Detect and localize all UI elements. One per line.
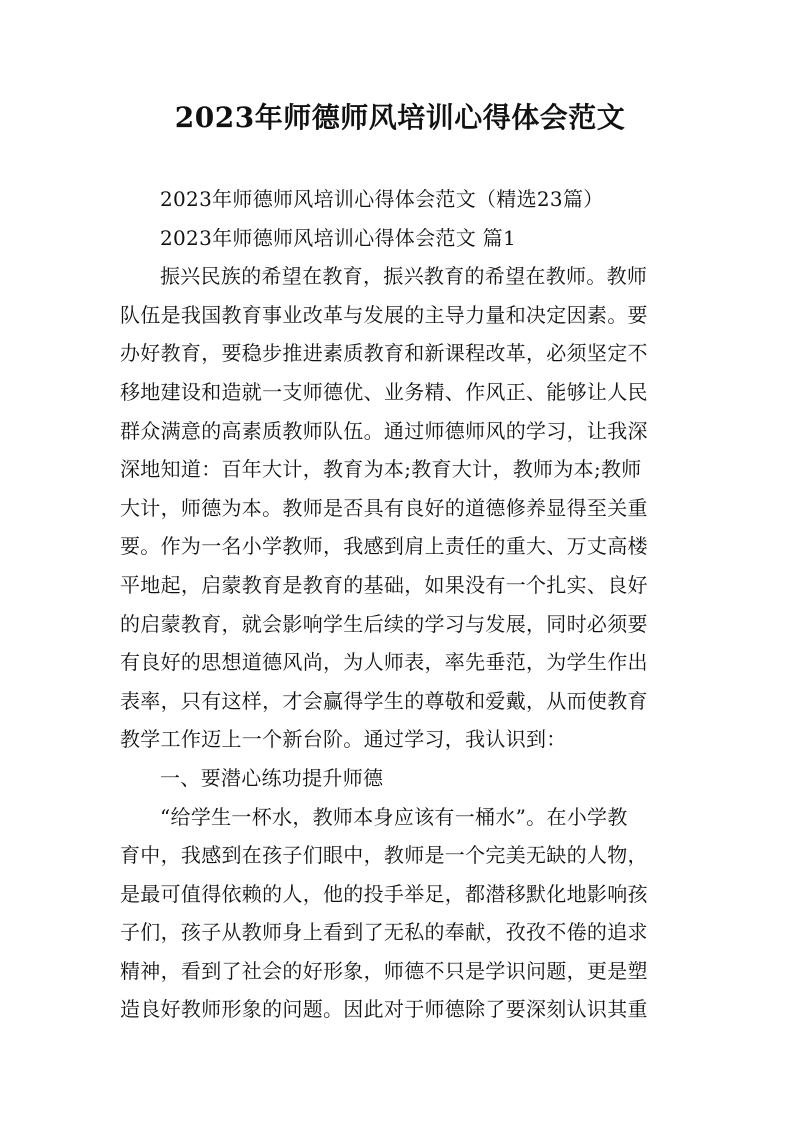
text-line: 子们，孩子从教师身上看到了无私的奉献，孜孜不倦的追求 [120, 920, 648, 945]
text-line: 有良好的思想道德风尚，为人师表，率先垂范，为学生作出 [120, 650, 648, 675]
text-line: 平地起，启蒙教育是教育的基础，如果没有一个扎实、良好 [120, 572, 648, 597]
text-line: 办好教育，要稳步推进素质教育和新课程改革，必须坚定不 [120, 341, 648, 366]
text-line: 精神，看到了社会的好形象，师德不只是学识问题，更是塑 [120, 958, 648, 983]
text-line: 深地知道：百年大计，教育为本;教育大计，教师为本;教师 [120, 457, 642, 482]
text-line: 造良好教师形象的问题。因此对于师德除了要深刻认识其重 [120, 997, 648, 1022]
text-line: 育中，我感到在孩子们眼中，教师是一个完美无缺的人物， [120, 843, 648, 868]
text-line: 群众满意的高素质教师队伍。通过师德师风的学习，让我深 [120, 418, 648, 443]
text-line: “给学生一杯水，教师本身应该有一桶水”。在小学教 [160, 804, 628, 829]
text-line: 队伍是我国教育事业改革与发展的主导力量和决定因素。要 [120, 302, 648, 327]
text-line: 一、要潜心练功提升师德 [160, 765, 384, 790]
text-line: 2023年师德师风培训心得体会范文 篇1 [160, 225, 516, 250]
text-line: 大计，师德为本。教师是否具有良好的道德修养显得至关重 [120, 495, 648, 520]
text-line: 要。作为一名小学教师，我感到肩上责任的重大、万丈高楼 [120, 534, 648, 559]
text-line: 是最可值得依赖的人，他的投手举足，都潜移默化地影响孩 [120, 881, 648, 906]
document-body [120, 180, 685, 1029]
text-line: 教学工作迈上一个新台阶。通过学习，我认识到： [120, 727, 567, 752]
text-line: 振兴民族的希望在教育，振兴教育的希望在教师。教师 [160, 264, 648, 289]
text-line: 表率，只有这样，才会赢得学生的尊敬和爱戴，从而使教育 [120, 688, 648, 713]
text-line: 的启蒙教育，就会影响学生后续的学习与发展，同时必须要 [120, 611, 648, 636]
text-line: 2023年师德师风培训心得体会范文（精选23篇） [160, 187, 604, 211]
text-line: 移地建设和造就一支师德优、业务精、作风正、能够让人民 [120, 379, 648, 404]
document-title: 2023年师德师风培训心得体会范文 [174, 101, 626, 134]
